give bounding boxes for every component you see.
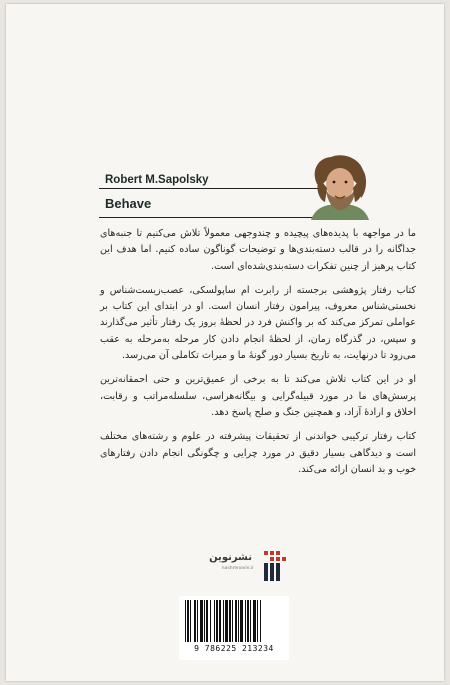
book-description (100, 226, 416, 486)
isbn-barcode (179, 596, 289, 660)
book-title-english: Behave (105, 196, 152, 211)
publisher-mark (182, 549, 302, 589)
publisher-logo-icon (262, 549, 290, 583)
publisher-name: نشرنوین (209, 552, 252, 563)
author-name: Robert M.Sapolsky (105, 174, 209, 186)
divider-bottom (99, 217, 337, 218)
divider-top (99, 188, 337, 189)
author-portrait (309, 154, 371, 220)
book-back-cover (6, 4, 444, 681)
description-paragraph-3: او در این کتاب تلاش می‌کند تا به برخی از عمیق‌ترین و حتی احمقانه‌ترین پرسش‌های ما در مورد قبیله‌گرایی و بیگانه‌هراسی، سلسله‌مراتب و رقابت، اخلاق و ارادهٔ آزاد، و همچنین جنگ و صلح پاسخ دهد. (100, 374, 416, 418)
isbn-number: 9 786225 213234 (194, 644, 274, 653)
barcode-bars (185, 600, 283, 642)
publisher-website: nashrenovin.ir (221, 566, 254, 571)
description-paragraph-1: ما در مواجهه با پدیده‌های پیچیده و چندوجهی معمولاً تلاش می‌کنیم تا جنبه‌های جداگانه را در قالب دسته‌بندی‌ها و توضیحات گوناگون ساده کنیم. اما هدف این کتاب پرهیز از چنین تفکرات دسته‌بندی‌شده‌ای است. (100, 228, 416, 272)
description-paragraph-4: کتاب رفتار ترکیبی خواندنی از تحقیقات پیشرفته در علوم و رشته‌های مختلف است و دیدگاهی بسیار دقیق در مورد چرایی و چگونگی انجام دادن رفتارهای خوب و بد انسان ارائه می‌کند. (100, 431, 416, 475)
description-paragraph-2: کتاب رفتار پژوهشی برجسته از رابرت ام ساپولسکی، عصب‌زیست‌شناس و نخستی‌شناس معروف، پیرامون رفتار انسان است. او در ابتدای این کتاب بر عواملی تمرکز می‌کند که بر واکنش فرد در لحظهٔ بروز یک رفتار تأثیر می‌گذارند و سپس، در گذرگاه زمان، از لحظهٔ انجام دادن کار مرحله به‌مرحله به عقب می‌رود تا درنهایت، به تاریخ بسیار دور گونهٔ ما و میراث تکاملی آن می‌رسد. (100, 284, 416, 362)
